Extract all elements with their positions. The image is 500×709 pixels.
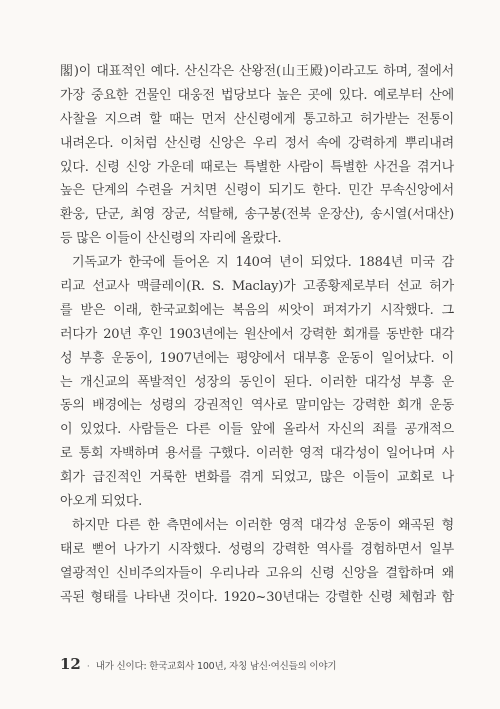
- page-number: 12: [60, 655, 81, 673]
- page-footer: [60, 654, 336, 673]
- text-line: 환웅, 단군, 최영 장군, 석탈해, 송구봉(전북 운장산), 송시열(서대산): [60, 207, 454, 223]
- running-title: 내가 신이다: 한국교회사 100년, 자칭 남신·여신들의 이야기: [95, 661, 337, 672]
- text-line: 로 통회 자백하며 용서를 구했다. 이러한 영적 대각성이 일어나며 사: [60, 446, 454, 462]
- text-line: 태로 뻗어 나가기 시작했다. 성령의 강력한 역사를 경험하면서 일부: [60, 541, 454, 557]
- text-line: 사찰을 지으려 할 때는 먼저 산신령에게 통고하고 허가받는 전통이: [60, 111, 454, 127]
- text-line: 등 많은 이들이 산신령의 자리에 올랐다.: [60, 231, 282, 247]
- footer-separator: ·: [86, 662, 90, 672]
- text-line: 높은 단계의 수련을 거치면 신령이 되기도 한다. 민간 무속신앙에서: [60, 183, 454, 199]
- text-line: 는 개신교의 폭발적인 성장의 동인이 된다. 이러한 대각성 부흥 운: [60, 374, 454, 390]
- text-line: 가장 중요한 건물인 대웅전 법당보다 높은 곳에 있다. 예로부터 산에: [60, 87, 454, 103]
- body-text: [60, 60, 454, 609]
- text-line: 있다. 신령 신앙 가운데 때로는 특별한 사람이 특별한 사건을 겪거나: [60, 159, 454, 175]
- text-line: 閣)이 대표적인 예다. 산신각은 산왕전(山王殿)이라고도 하며, 절에서: [60, 64, 454, 79]
- text-line: 이 있었다. 사람들은 다른 이들 앞에 올라서 자신의 죄를 공개적으: [60, 422, 454, 438]
- text-line: 동의 배경에는 성령의 강권적인 역사로 말미암는 강력한 회개 운동: [60, 398, 454, 414]
- text-line: 하지만 다른 한 측면에서는 이러한 영적 대각성 운동이 왜곡된 형: [72, 517, 454, 533]
- text-line: 러다가 20년 후인 1903년에는 원산에서 강력한 회개를 동반한 대각: [60, 326, 454, 342]
- text-line: 아오게 되었다.: [60, 494, 143, 510]
- text-line: 기독교가 한국에 들어온 지 140여 년이 되었다. 1884년 미국 감: [72, 255, 454, 271]
- text-line: 리교 선교사 맥클레이(R. S. Maclay)가 고종황제로부터 선교 허가: [60, 279, 454, 295]
- text-line: 를 받은 이래, 한국교회에는 복음의 씨앗이 퍼져가기 시작했다. 그: [60, 302, 454, 318]
- text-line: 성 부흥 운동이, 1907년에는 평양에서 대부흥 운동이 일어났다. 이: [60, 350, 454, 366]
- text-line: 회가 급진적인 거룩한 변화를 겪게 되었고, 많은 이들이 교회로 나: [60, 470, 454, 486]
- text-line: 내려온다. 이처럼 산신령 신앙은 우리 정서 속에 강력하게 뿌리내려: [60, 135, 454, 151]
- text-line: 곡된 형태를 나타낸 것이다. 1920~30년대는 강렬한 신령 체험과 함: [60, 589, 454, 605]
- text-line: 열광적인 신비주의자들이 우리나라 고유의 신령 신앙을 결합하며 왜: [60, 565, 454, 581]
